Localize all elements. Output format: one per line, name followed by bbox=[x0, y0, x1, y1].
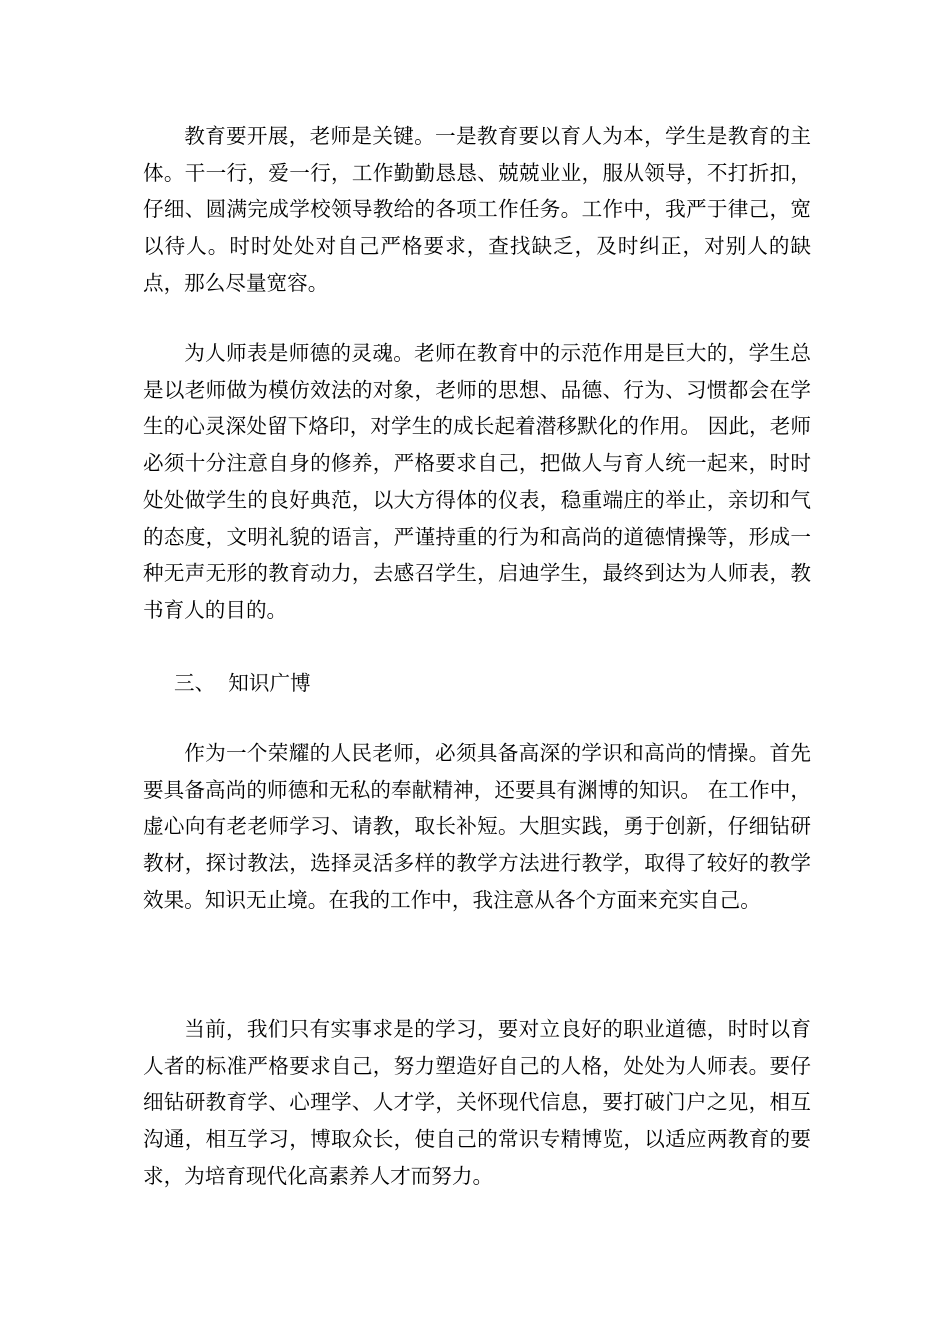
section-heading: 三、 知识广博 bbox=[174, 671, 311, 695]
paragraph-current-study: 当前，我们只有实事求是的学习，要对立良好的职业道德，时时以育人者的标准严格要求自己，努力塑造好自己的人格，处处为人师表。要仔细钻研教育学、心理学、人才学，关怀现代信息，要打破门户之见，相互沟通，相互学习，博取众长，使自己的常识专精博览，以适应两教育的要求，为培育现代化高素养人才而努力。 bbox=[143, 1017, 811, 1188]
paragraph-role-model: 为人师表是师德的灵魂。老师在教育中的示范作用是巨大的，学生总是以老师做为模仿效法的对象，老师的思想、品德、行为、习惯都会在学生的心灵深处留下烙印，对学生的成长起着潜移默化的作用。 因此，老师必须十分注意自身的修养，严格要求自己，把做人与育人统一起来，时时处处做学生的良好典范，以大方得体的仪表，稳重端庄的举止，亲切和气的态度，文明礼貌的语言，严谨持重的行为和高尚的道德情操等，形成一种无声无形的教育动力，去感召学生，启迪学生，最终到达为人师表，教书育人的目的。 bbox=[143, 341, 811, 622]
paragraph-teacher-key: 教育要开展，老师是关键。一是教育要以育人为本，学生是教育的主体。干一行，爱一行，工作勤勤恳恳、兢兢业业，服从领导，不打折扣，仔细、圆满完成学校领导教给的各项工作任务。工作中，我严于律己，宽以待人。时时处处对自己严格要求，查找缺乏，及时纠正，对别人的缺点，那么尽量宽容。 bbox=[143, 124, 811, 295]
paragraph-knowledge: 作为一个荣耀的人民老师，必须具备高深的学识和高尚的情操。首先要具备高尚的师德和无私的奉献精神，还要具有渊博的知识。 在工作中，虚心向有老老师学习、请教，取长补短。大胆实践，勇于创新，仔细钻研教材，探讨教法，选择灵活多样的教学方法进行教学，取得了较好的教学效果。知识无止境。在我的工作中，我注意从各个方面来充实自己。 bbox=[143, 741, 811, 912]
